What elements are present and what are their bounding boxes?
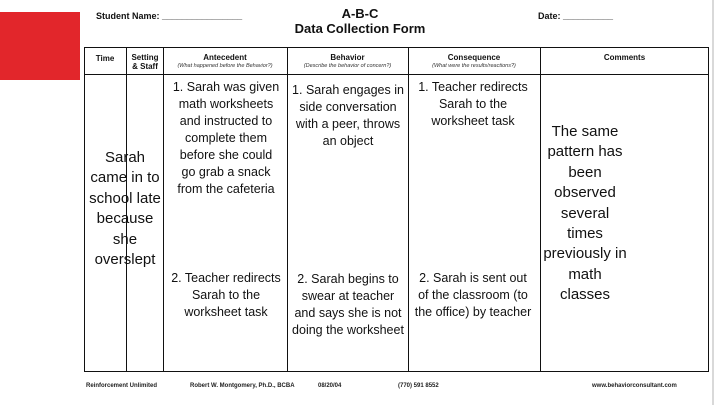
setting-cell: Sarah came in to school late because she overslept (89, 149, 161, 269)
column-header-antecedent: Antecedent (203, 53, 247, 62)
column-header-consequence: Consequence (447, 53, 501, 62)
consequence-cell-1: 1. Teacher redirects Sarah to the worksheet task (418, 80, 528, 128)
form-title: Data Collection Form (294, 21, 426, 36)
column-header-comments: Comments (603, 53, 646, 62)
column-divider (287, 47, 288, 372)
slide-edge-strip (712, 0, 714, 405)
column-subheader-antecedent: (What happened before the Behavior?) (177, 63, 273, 69)
comments-cell: The same pattern has been observed several times previously in math classes (543, 123, 627, 304)
column-subheader-behavior: (Describe the behavior of concern?) (303, 63, 392, 69)
footer-website: www.behaviorconsultant.com (592, 383, 677, 389)
behavior-cell-1: 1. Sarah engages in side conversation with a peer, throws an object (292, 83, 404, 148)
footer-phone: (770) 591 8552 (398, 383, 439, 389)
red-accent-block (0, 12, 80, 80)
column-divider (408, 47, 409, 372)
consequence-cell-2: 2. Sarah is sent out of the classroom (to the office) by teacher (414, 271, 532, 319)
footer-author: Robert W. Montgomery, Ph.D., BCBA (190, 383, 295, 389)
footer-organization: Reinforcement Unlimited (86, 383, 158, 389)
header-row-divider (84, 74, 709, 75)
column-header-setting: Setting & Staff (131, 53, 159, 71)
column-subheader-consequence: (What were the results/reactions?) (432, 63, 516, 69)
footer-date: 08/20/04 (318, 383, 342, 389)
behavior-cell-2: 2. Sarah begins to swear at teacher and says she is not doing the worksheet (292, 272, 404, 337)
column-divider (540, 47, 541, 372)
form-title-abc: A-B-C (341, 6, 379, 21)
antecedent-cell-2: 2. Teacher redirects Sarah to the worksheet task (171, 271, 281, 319)
column-header-behavior: Behavior (330, 53, 365, 62)
antecedent-cell-1: 1. Sarah was given math worksheets and instructed to complete them before she could go grab a snack from the cafeteria (172, 80, 280, 196)
student-name-label: Student Name: ________________ (96, 11, 243, 21)
column-header-time: Time (95, 54, 115, 63)
column-divider (163, 47, 164, 372)
date-label: Date: __________ (538, 11, 614, 21)
